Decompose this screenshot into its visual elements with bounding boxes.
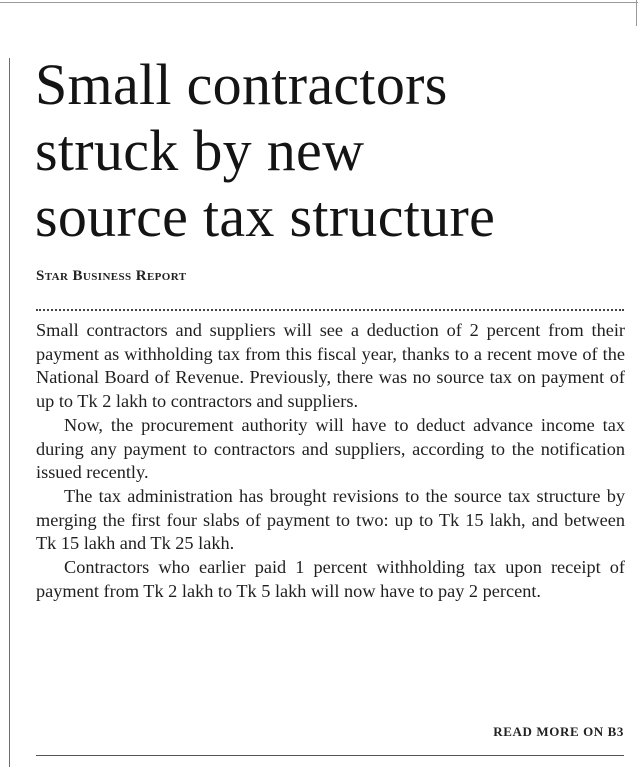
byline: Star Business Report [36, 268, 187, 284]
bottom-rule [36, 755, 624, 756]
right-border-rule [636, 0, 637, 26]
paragraph-3: The tax administration has brought revisions to the source tax structure by merging the first four slabs of payment to two: up to Tk 15 lakh, and between Tk 15 lakh and Tk 25 lakh. [36, 485, 625, 554]
headline-line-1: Small contractors [35, 52, 448, 117]
paragraph-4: Contractors who earlier paid 1 percent withholding tax upon receipt of payment from Tk 2 lakh to Tk 5 lakh will now have to pay 2 percent. [36, 557, 625, 601]
column-divider-rule [9, 58, 10, 767]
headline-line-2: struck by new [35, 118, 365, 183]
headline-line-3: source tax structure [35, 184, 496, 249]
read-more-link[interactable]: READ MORE ON B3 [493, 724, 624, 739]
article-body [36, 319, 625, 603]
top-border-rule [0, 2, 638, 3]
paragraph-2: Now, the procurement authority will have to deduct advance income tax during any payment to contractors and suppliers, according to the notification issued recently. [36, 414, 625, 483]
headline [35, 52, 630, 250]
paragraph-1: Small contractors and suppliers will see a deduction of 2 percent from their payment as withholding tax from this fiscal year, thanks to a recent move of the National Board of Revenue. Previously, there was no source tax on payment of up to Tk 2 lakh to contractors and suppliers. [36, 320, 625, 412]
dotted-separator [36, 309, 624, 311]
